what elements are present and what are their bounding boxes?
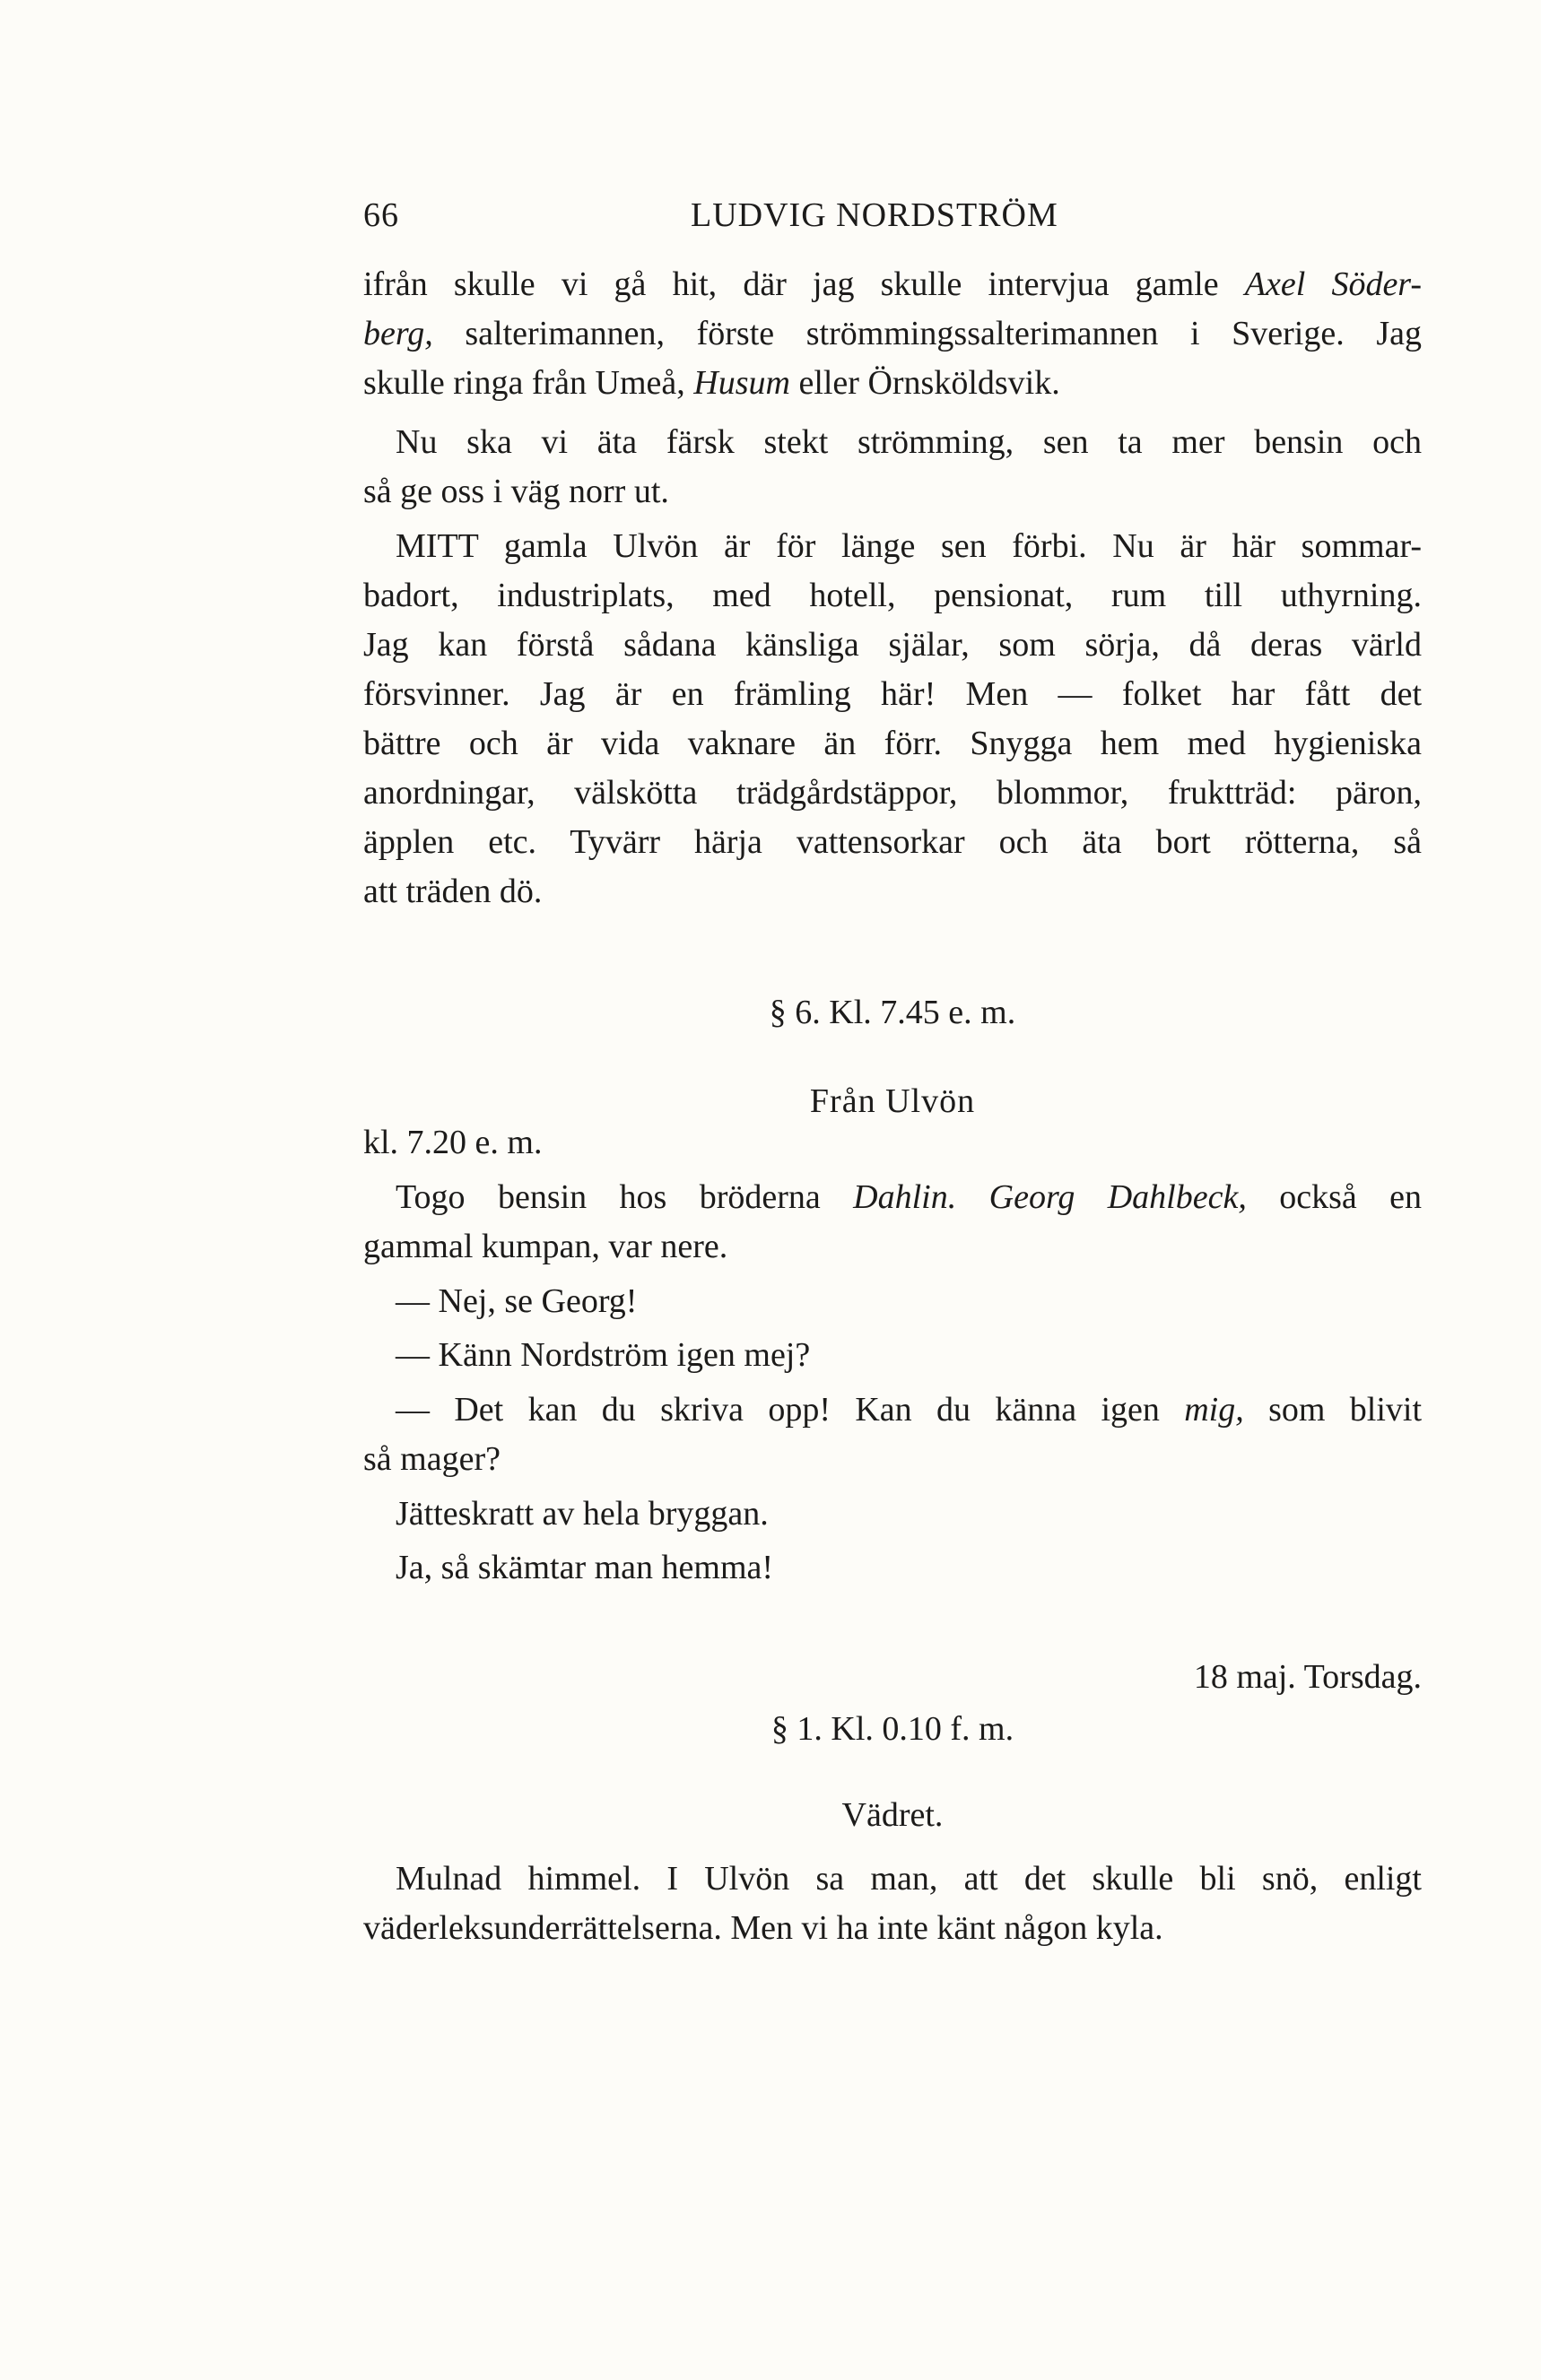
paragraph-2-line-2: så ge oss i väg norr ut. bbox=[363, 473, 669, 510]
paragraph-3-line-7: äpplen etc. Tyvärr härja vattensorkar och äta bort rötterna, så bbox=[363, 823, 1422, 861]
section-6-time: kl. 7.20 e. m. bbox=[363, 1124, 543, 1161]
paragraph-3-line-4: försvinner. Jag är en främling här! Men — folket har fått det bbox=[363, 675, 1422, 713]
paragraph-3-line-2: badort, industriplats, med hotell, pensionat, rum till uthyrning. bbox=[363, 577, 1422, 614]
paragraph-3-line-3: Jag kan förstå sådana känsliga själar, som sörja, då deras värld bbox=[363, 626, 1422, 664]
paragraph-1-line-1: ifrån skulle vi gå hit, där jag skulle intervjua gamle Axel Söder- bbox=[363, 265, 1422, 303]
section-1-subheading: Vädret. bbox=[841, 1796, 944, 1834]
section-6-subheading: Från Ulvön bbox=[809, 1082, 976, 1120]
paragraph-4-line-2: gammal kumpan, var nere. bbox=[363, 1228, 728, 1265]
paragraph-3-line-5: bättre och är vida vaknare än förr. Snygga hem med hygieniska bbox=[363, 725, 1422, 762]
dialogue-line-4: Jätteskratt av hela bryggan. bbox=[396, 1495, 769, 1533]
entry-date: 18 maj. Torsdag. bbox=[1193, 1658, 1422, 1696]
page-number: 66 bbox=[363, 196, 399, 234]
paragraph-2-line-1: Nu ska vi äta färsk stekt strömming, sen ta mer bensin och bbox=[396, 423, 1422, 461]
dialogue-line-5: Ja, så skämtar man hemma! bbox=[396, 1549, 774, 1586]
paragraph-1-line-2: berg, salterimannen, förste strömmingssalterimannen i Sverige. Jag bbox=[363, 315, 1422, 352]
dialogue-line-3: — Det kan du skriva opp! Kan du känna igen mig, som blivit bbox=[396, 1391, 1423, 1429]
paragraph-3-line-8: att träden dö. bbox=[363, 873, 543, 910]
section-6-heading: § 6. Kl. 7.45 e. m. bbox=[769, 994, 1016, 1031]
paragraph-1-line-3: skulle ringa från Umeå, Husum eller Örnsköldsvik. bbox=[363, 364, 1060, 402]
dialogue-line-2: — Känn Nordström igen mej? bbox=[396, 1336, 811, 1374]
paragraph-5-line-1: Mulnad himmel. I Ulvön sa man, att det skulle bli snö, enligt bbox=[396, 1860, 1422, 1898]
section-1-heading: § 1. Kl. 0.10 f. m. bbox=[770, 1710, 1014, 1748]
paragraph-3-line-6: anordningar, välskötta trädgårdstäppor, blommor, fruktträd: päron, bbox=[363, 774, 1422, 812]
paragraph-5-line-2: väderleksunderrättelserna. Men vi ha inte känt någon kyla. bbox=[363, 1909, 1163, 1947]
paragraph-3-line-1: MITT gamla Ulvön är för länge sen förbi. Nu är här sommar- bbox=[396, 527, 1422, 565]
dialogue-line-1: — Nej, se Georg! bbox=[396, 1282, 638, 1320]
running-title: LUDVIG NORDSTRÖM bbox=[691, 196, 1058, 234]
paragraph-4-line-1: Togo bensin hos bröderna Dahlin. Georg Dahlbeck, också en bbox=[396, 1178, 1422, 1216]
dialogue-line-3-cont: så mager? bbox=[363, 1440, 501, 1478]
